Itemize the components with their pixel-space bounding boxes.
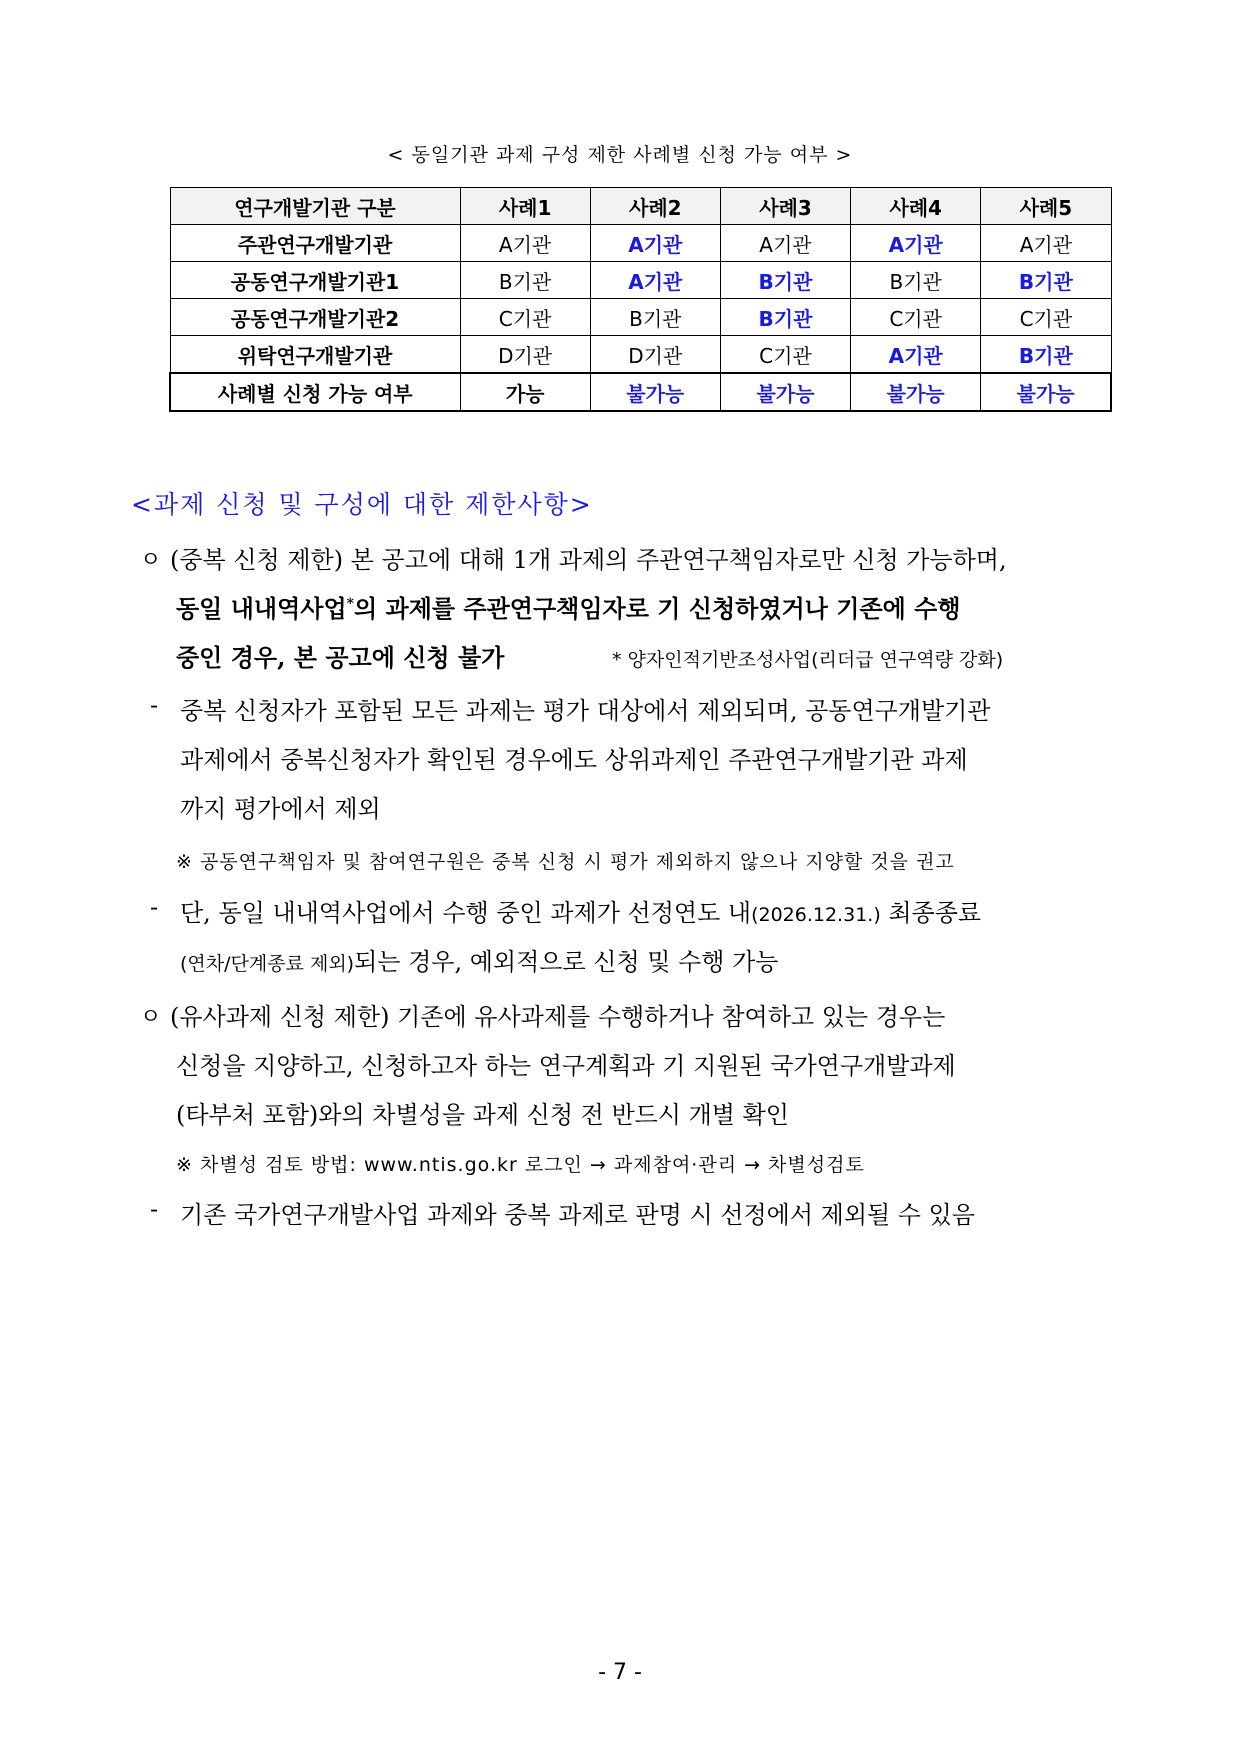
- table-cell: 가능: [460, 373, 590, 411]
- bullet-icon: ㅇ: [140, 1005, 162, 1030]
- table-row: [170, 225, 1111, 262]
- table-cell: B기관: [720, 262, 850, 299]
- p1-sub2-line1: [180, 893, 981, 928]
- table-cell: C기관: [851, 299, 981, 336]
- bullet-icon: ㅇ: [140, 548, 162, 573]
- table-cell: A기관: [590, 262, 720, 299]
- table-row: [170, 299, 1111, 336]
- table-cell: 불가능: [720, 373, 850, 411]
- column-header: 연구개발기관 구분: [170, 188, 460, 225]
- p1-sub2-date: (2026.12.31.): [751, 904, 881, 926]
- column-header: 사례5: [981, 188, 1111, 225]
- table-row: [170, 262, 1111, 299]
- table-cell: 불가능: [981, 373, 1111, 411]
- p1-sub1-line2: 과제에서 중복신청자가 확인된 경우에도 상위과제인 주관연구개발기관 과제: [180, 746, 968, 774]
- p1-line2-part2: 의 과제를 주관연구책임자로 기 신청하였거나 기존에 수행: [353, 594, 961, 623]
- dash-icon: -: [150, 893, 159, 921]
- column-header: 사례3: [720, 188, 850, 225]
- table-row: [170, 336, 1111, 374]
- table-cell: A기관: [720, 225, 850, 262]
- p2-line1: (유사과제 신청 제한) 기존에 유사과제를 수행하거나 참여하고 있는 경우는: [170, 1003, 946, 1031]
- row-label: 사례별 신청 가능 여부: [170, 373, 460, 411]
- column-header: 사례2: [590, 188, 720, 225]
- table-cell: B기관: [590, 299, 720, 336]
- column-header: 사례4: [851, 188, 981, 225]
- p2-sub1: 기존 국가연구개발사업 과제와 중복 과제로 판명 시 선정에서 제외될 수 있음: [180, 1201, 975, 1229]
- table-cell: A기관: [851, 225, 981, 262]
- p1-sub2-line1-part2: 최종종료: [880, 899, 982, 927]
- table-cell: C기관: [460, 299, 590, 336]
- column-header: 사례1: [460, 188, 590, 225]
- p1-sub2-line2-text: 되는 경우, 예외적으로 신청 및 수행 가능: [354, 948, 779, 976]
- row-label: 공동연구개발기관2: [170, 299, 460, 336]
- p1-footnote: * 양자인적기반조성사업(리더급 연구역량 강화): [612, 649, 1004, 671]
- p2-note: ※ 차별성 검토 방법: www.ntis.go.kr 로그인 → 과제참여·관리 → 차별성검토: [176, 1154, 865, 1176]
- p2-line2: 신청을 지양하고, 신청하고자 하는 연구계획과 기 지원된 국가연구개발과제: [176, 1052, 956, 1080]
- p1-note: ※ 공동연구책임자 및 참여연구원은 중복 신청 시 평가 제외하지 않으나 지양할 것을 권고: [176, 851, 955, 873]
- table-header-row: [170, 188, 1111, 225]
- table-cell: C기관: [720, 336, 850, 374]
- table-cell: B기관: [981, 336, 1111, 374]
- table-cell: D기관: [590, 336, 720, 374]
- p1-sub2-line1-part1: 단, 동일 내내역사업에서 수행 중인 과제가 선정연도 내: [180, 899, 752, 927]
- table-cell: B기관: [460, 262, 590, 299]
- table-cell: B기관: [720, 299, 850, 336]
- table-cell: D기관: [460, 336, 590, 374]
- p1-line1: (중복 신청 제한) 본 공고에 대해 1개 과제의 주관연구책임자로만 신청 가능하며,: [170, 546, 1007, 574]
- p1-sub1-line1: 중복 신청자가 포함된 모든 과제는 평가 대상에서 제외되며, 공동연구개발기관: [180, 697, 991, 725]
- table-cell: A기관: [460, 225, 590, 262]
- table-cell: A기관: [590, 225, 720, 262]
- table-cell: C기관: [981, 299, 1111, 336]
- table-cell: A기관: [851, 336, 981, 374]
- table-cell: B기관: [981, 262, 1111, 299]
- table-cell: 불가능: [851, 373, 981, 411]
- p1-line2-part1: 동일 내내역사업: [176, 594, 347, 623]
- dash-icon: -: [150, 1195, 159, 1223]
- p2-line3: (타부처 포함)와의 차별성을 과제 신청 전 반드시 개별 확인: [176, 1101, 789, 1129]
- dash-icon: -: [150, 691, 159, 719]
- table-cell: 불가능: [590, 373, 720, 411]
- p1-line3: 중인 경우, 본 공고에 신청 불가: [176, 643, 505, 672]
- table-row: [170, 373, 1111, 411]
- table-cell: B기관: [851, 262, 981, 299]
- p1-line2: [176, 589, 961, 624]
- table-caption: < 동일기관 과제 구성 제한 사례별 신청 가능 여부 >: [387, 144, 853, 166]
- case-table: [169, 187, 1112, 412]
- footnote-marker: *: [346, 596, 354, 612]
- p1-sub2-small: (연차/단계종료 제외): [180, 953, 355, 975]
- table-cell: A기관: [981, 225, 1111, 262]
- row-label: 주관연구개발기관: [170, 225, 460, 262]
- p1-sub2-line2: [180, 942, 778, 977]
- row-label: 공동연구개발기관1: [170, 262, 460, 299]
- row-label: 위탁연구개발기관: [170, 336, 460, 374]
- page-number: - 7 -: [598, 1660, 642, 1685]
- p1-sub1-line3: 까지 평가에서 제외: [180, 795, 381, 823]
- section-title: <과제 신청 및 구성에 대한 제한사항>: [131, 490, 593, 519]
